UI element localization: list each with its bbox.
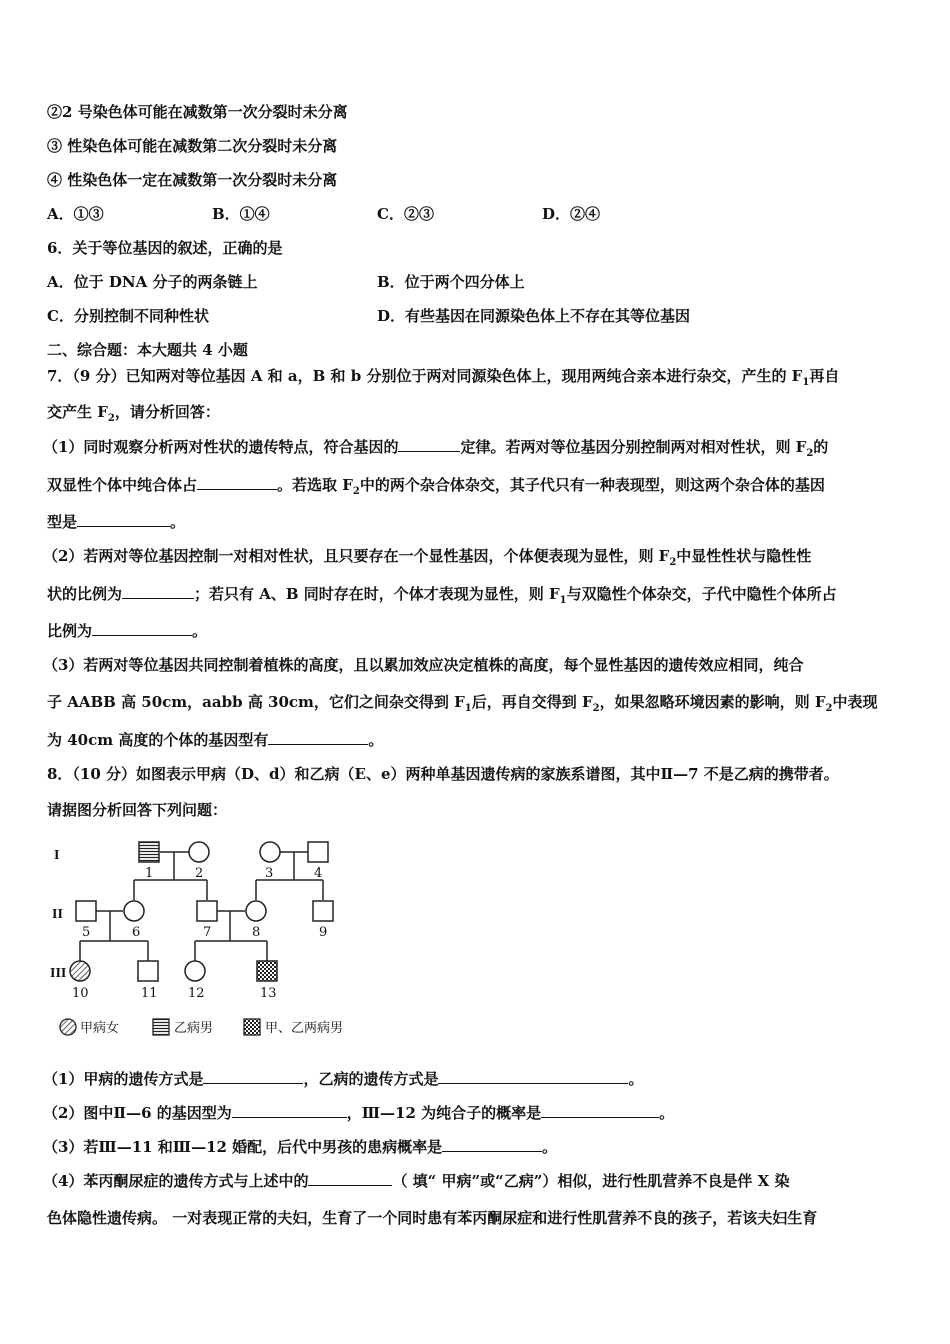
q6-choice-c: C．分别控制不同种性状 <box>47 307 209 325</box>
q8-part4-line1: （4）苯丙酮尿症的遗传方式与上述中的 （ 填“ 甲病”或“乙病”）相似，进行性肌营养不良是伴 X 染 <box>43 1172 790 1190</box>
individual-number: 4 <box>314 866 323 881</box>
answer-blank[interactable] <box>268 729 368 745</box>
individual-4-male <box>308 842 328 862</box>
q7-part2-line2: 状的比例为 ；若只有 A、B 同时存在时，个体才表现为显性，则 $F_1$与双隐性个体杂交，子代中隐性个体所占 <box>47 585 837 606</box>
generation-label-2: II <box>52 907 63 922</box>
individual-3-female <box>260 842 280 862</box>
answer-blank[interactable] <box>92 620 192 636</box>
q5-choice-b: B．①④ <box>212 205 270 223</box>
q6-stem: 6．关于等位基因的叙述，正确的是 <box>47 239 283 257</box>
q7-part3-line1: （3）若两对等位基因共同控制着植株的高度，且以累加效应决定植株的高度，每个显性基因的遗传效应相同，纯合 <box>43 656 804 674</box>
individual-number: 11 <box>141 986 158 1001</box>
legend-both-male-symbol <box>244 1019 260 1035</box>
answer-blank[interactable] <box>442 1136 542 1152</box>
individual-number: 7 <box>203 925 212 940</box>
q7-part1-line1: （1）同时观察分析两对性状的遗传特点，符合基因的 定律。若两对等位基因分别控制两对相对性状，则 $F_2$的 <box>43 438 829 459</box>
individual-13-affected-both-male <box>257 961 277 981</box>
legend-both-male-label: 甲、乙两病男 <box>265 1021 344 1036</box>
section-heading: 二、综合题：本大题共 4 小题 <box>47 341 248 359</box>
q7-stem-line2: 交产生 $F_2$，请分析回答： <box>47 403 220 424</box>
individual-number: 1 <box>145 866 154 881</box>
answer-blank[interactable] <box>232 1102 347 1118</box>
q6-choice-a: A．位于 DNA 分子的两条链上 <box>47 273 258 291</box>
individual-number: 8 <box>252 925 261 940</box>
individual-11-male <box>138 961 158 981</box>
individual-7-male <box>197 901 217 921</box>
q7-part2-line1: （2）若两对等位基因控制一对相对性状，且只要存在一个显性基因，个体便表现为显性，则 $F_2$中显性性状与隐性性 <box>43 547 812 568</box>
individual-2-female <box>189 842 209 862</box>
individual-1-affected-yi-male <box>139 842 159 862</box>
individual-number: 5 <box>82 925 91 940</box>
individual-number: 9 <box>319 925 328 940</box>
legend-yi-male-symbol <box>153 1019 169 1035</box>
q5-choice-c: C．②③ <box>377 205 434 223</box>
q6-choice-b: B．位于两个四分体上 <box>377 273 525 291</box>
individual-number: 2 <box>195 866 204 881</box>
option-line-4: ④ 性染色体一定在减数第一次分裂时未分离 <box>47 171 338 189</box>
individual-8-female <box>246 901 266 921</box>
q6-choice-d: D．有些基因在同源染色体上不存在其等位基因 <box>377 307 691 325</box>
option-line-3: ③ 性染色体可能在减数第二次分裂时未分离 <box>47 137 338 155</box>
answer-blank[interactable] <box>197 474 277 490</box>
q7-part1-line3: 型是 。 <box>47 513 186 531</box>
answer-blank[interactable] <box>122 583 194 599</box>
generation-label-3: III <box>50 966 67 981</box>
q7-part3-line2: 子 AABB 高 50cm，aabb 高 30cm，它们之间杂交得到 $F_1$后，再自交得到 $F_2$，如果忽略环境因素的影响，则 $F_2$中表现 <box>47 693 878 714</box>
answer-blank[interactable] <box>203 1068 303 1084</box>
q8-stem-line2: 请据图分析回答下列问题： <box>47 801 228 819</box>
legend-jia-female-label: 甲病女 <box>80 1021 120 1036</box>
q8-part1: （1）甲病的遗传方式是 ，乙病的遗传方式是 。 <box>43 1070 644 1088</box>
answer-blank[interactable] <box>541 1102 659 1118</box>
individual-12-female <box>185 961 205 981</box>
q7-part2-line3: 比例为 。 <box>47 622 208 640</box>
answer-blank[interactable] <box>438 1068 628 1084</box>
q8-part4-line2: 色体隐性遗传病。 一对表现正常的夫妇，生育了一个同时患有苯丙酮尿症和进行性肌营养不良的孩子，若该夫妇生育 <box>47 1209 818 1227</box>
q8-part3: （3）若Ⅲ—11 和Ⅲ—12 婚配，后代中男孩的患病概率是 。 <box>43 1138 558 1156</box>
legend-yi-male-label: 乙病男 <box>174 1021 214 1036</box>
individual-9-male <box>313 901 333 921</box>
q8-stem-line1: 8．（10 分）如图表示甲病（D、d）和乙病（E、e）两种单基因遗传病的家族系谱图，其中Ⅱ—7 不是乙病的携带者。 <box>47 765 839 783</box>
q8-part2: （2）图中Ⅱ—6 的基因型为 ，Ⅲ—12 为纯合子的概率是 。 <box>43 1104 675 1122</box>
individual-number: 3 <box>265 866 274 881</box>
individual-number: 12 <box>188 986 205 1001</box>
q5-choice-d: D．②④ <box>542 205 601 223</box>
individual-number: 6 <box>132 925 141 940</box>
individual-number: 10 <box>72 986 89 1001</box>
generation-label-1: I <box>54 848 60 863</box>
individual-number: 13 <box>260 986 277 1001</box>
individual-6-female <box>124 901 144 921</box>
q7-stem-line1: 7．（9 分）已知两对等位基因 A 和 a，B 和 b 分别位于两对同源染色体上，现用两纯合亲本进行杂交，产生的 $F_1$再自 <box>47 367 840 388</box>
individual-10-affected-jia-female <box>70 961 90 981</box>
answer-blank[interactable] <box>398 436 460 452</box>
q7-part1-line2: 双显性个体中纯合体占 。若选取 $F_2$中的两个杂合体杂交，其子代只有一种表现型，则这两个杂合体的基因 <box>47 476 825 497</box>
answer-blank[interactable] <box>77 511 170 527</box>
pedigree-diagram <box>40 832 380 1052</box>
individual-5-male <box>76 901 96 921</box>
option-line-2: ②2 号染色体可能在减数第一次分裂时未分离 <box>47 103 348 121</box>
legend-jia-female-symbol <box>60 1019 76 1035</box>
q5-choice-a: A．①③ <box>47 205 104 223</box>
answer-blank[interactable] <box>308 1170 392 1186</box>
q7-part3-line3: 为 40cm 高度的个体的基因型有 。 <box>47 731 384 749</box>
